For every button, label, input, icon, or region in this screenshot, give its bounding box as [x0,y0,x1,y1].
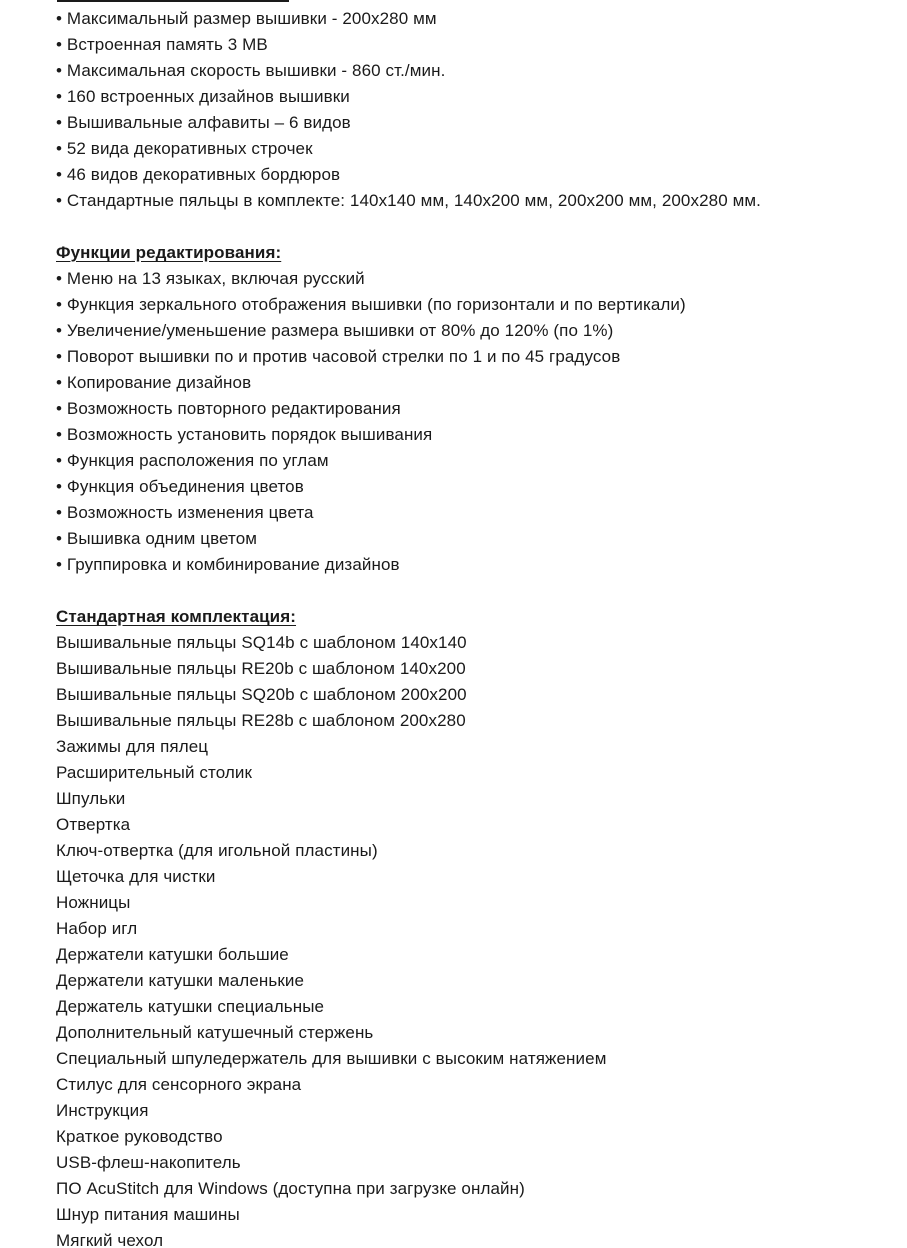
spec-item: • 52 вида декоративных строчек [56,139,313,158]
editing-item: • Функция расположения по углам [56,451,329,470]
spec-item: • Максимальная скорость вышивки - 860 ст./мин. [56,61,446,80]
spec-item: • Стандартные пяльцы в комплекте: 140x140 мм, 140x200 мм, 200x200 мм, 200x280 мм. [56,191,761,210]
editing-item: • Меню на 13 языках, включая русский [56,269,365,288]
package-item: Набор игл [56,919,138,938]
spec-item: • Вышивальные алфавиты – 6 видов [56,113,351,132]
editing-item: • Группировка и комбинирование дизайнов [56,555,400,574]
specs-list [56,6,896,214]
package-item: Держатели катушки большие [56,945,289,964]
package-item: Стилус для сенсорного экрана [56,1075,302,1094]
package-item: Краткое руководство [56,1127,223,1146]
editing-item: • Копирование дизайнов [56,373,252,392]
editing-item: • Функция объединения цветов [56,477,304,496]
editing-item: • Возможность изменения цвета [56,503,314,522]
package-item: Щеточка для чистки [56,867,216,886]
package-item: Отвертка [56,815,131,834]
package-item: Вышивальные пяльцы SQ20b с шаблоном 200x200 [56,685,467,704]
package-item: Расширительный столик [56,763,253,782]
editing-item: • Вышивка одним цветом [56,529,258,548]
spec-item: • Максимальный размер вышивки - 200x280 мм [56,9,437,28]
package-item: Шнур питания машины [56,1205,240,1224]
spec-item: • Встроенная память 3 МВ [56,35,268,54]
package-item: Специальный шпуледержатель для вышивки с высоким натяжением [56,1049,607,1068]
editing-item: • Возможность повторного редактирования [56,399,401,418]
package-item: Вышивальные пяльцы RE20b с шаблоном 140x200 [56,659,466,678]
package-item: Зажимы для пялец [56,737,209,756]
spec-item: • 46 видов декоративных бордюров [56,165,341,184]
editing-list [56,266,896,578]
section-spacer [56,578,896,604]
editing-heading: Функции редактирования: [56,243,282,262]
editing-item: • Функция зеркального отображения вышивки (по горизонтали и по вертикали) [56,295,686,314]
editing-item: • Возможность установить порядок вышивания [56,425,433,444]
package-item: Дополнительный катушечный стержень [56,1023,374,1042]
package-item: USB-флеш-накопитель [56,1153,241,1172]
document-content [56,6,896,1248]
package-heading: Стандартная комплектация: [56,607,297,626]
editing-item: • Поворот вышивки по и против часовой стрелки по 1 и по 45 градусов [56,347,621,366]
package-item: Ножницы [56,893,131,912]
package-item: Вышивальные пяльцы RE28b с шаблоном 200x280 [56,711,466,730]
package-item: Вышивальные пяльцы SQ14b с шаблоном 140x140 [56,633,467,652]
section-spacer [56,214,896,240]
package-item: ПО AcuStitch для Windows (доступна при загрузке онлайн) [56,1179,525,1198]
package-item: Держатели катушки маленькие [56,971,305,990]
package-item: Держатель катушки специальные [56,997,325,1016]
package-item: Инструкция [56,1101,149,1120]
spec-item: • 160 встроенных дизайнов вышивки [56,87,350,106]
package-list [56,630,896,1248]
cut-off-heading-underline [57,0,289,2]
package-item: Ключ-отвертка (для игольной пластины) [56,841,378,860]
package-item: Мягкий чехол [56,1231,164,1248]
package-item: Шпульки [56,789,126,808]
editing-item: • Увеличение/уменьшение размера вышивки от 80% до 120% (по 1%) [56,321,614,340]
